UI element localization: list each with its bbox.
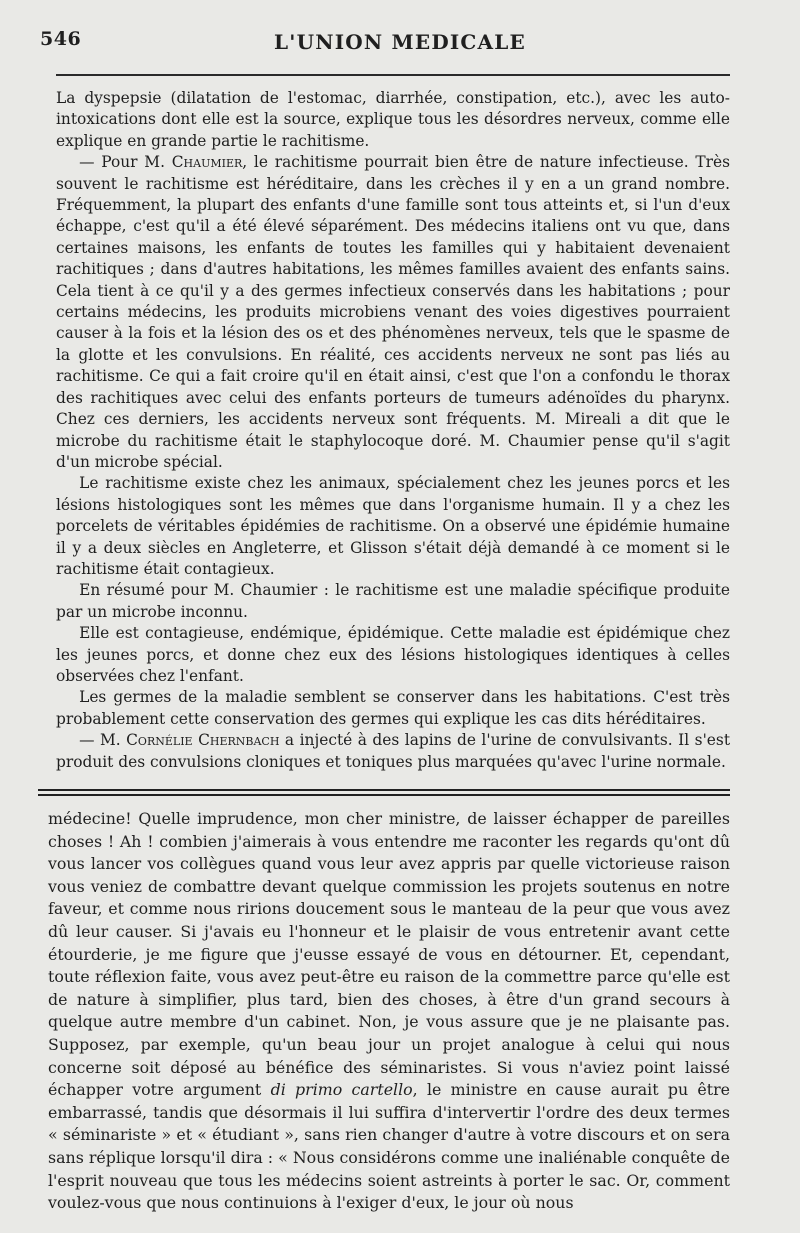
header-rule — [56, 74, 730, 76]
paragraph-animaux: Le rachitisme existe chez les animaux, spécialement chez les jeunes porcs et les lésions histologiques sont les mêmes que dans l'organisme humain. Il y a chez les porcelets de véritables épidémies de rachitisme. On a observé une épidémie humaine il y a deux siècles en Angleterre, et Glisson s'était déjà demandé à ce moment si le rachitisme était contagieux. — [56, 474, 730, 578]
paragraph-chaumier-text: , le rachitisme pourrait bien être de nature infectieuse. Très souvent le rachitisme est héréditaire, dans les crèches il y en a un grand nombre. Fréquemment, la plupart des enfants d'une famille sont tous atteints et, si l'un d'eux échappe, c'est qu'il a été élevé séparément. Des médecins italiens ont vu que, dans certaines maisons, les enfants de toutes les familles qui y habitaient devenaient rachitiques ; dans d'autres habitations, les mêmes familles avaient des enfants sains. Cela tient à ce qu'il y a des germes infectieux conservés dans les habitations ; pour certains médecins, les produits microbiens venant des voies digestives pourraient causer à la fois et la lésion des os et des phénomènes nerveux, tels que le spasme de la glotte et les convulsions. En réalité, ces accidents nerveux ne sont pas liés au rachitisme. Ce qui a fait croire qu'il en était ainsi, c'est que l'on a confondu le thorax des rachitiques avec celui des enfants porteurs de tumeurs adénoïdes du pharynx. Chez ces derniers, les accidents nerveux sont fréquents. M. Mireali a dit que le microbe du rachitisme était le staphylocoque doré. M. Chaumier pense qu'il s'agit d'un microbe spécial. — [56, 153, 730, 471]
paragraph-resume: En résumé pour M. Chaumier : le rachitisme est une maladie spécifique produite par un microbe inconnu. — [56, 581, 730, 621]
paragraph-chernbach-text: a injecté à des lapins de l'urine de convulsivants. Il s'est produit des convulsions cloniques et toniques plus marquées qu'avec l'urine normale. — [56, 731, 730, 771]
paragraph-germes: Les germes de la maladie semblent se conserver dans les habitations. C'est très probablement cette conservation des germes qui explique les cas dits héréditaires. — [56, 688, 730, 728]
paragraph-chaumier-prefix: — Pour M. — [79, 153, 172, 172]
main-article — [38, 88, 730, 773]
paragraph-contagieuse: Elle est contagieuse, endémique, épidémique. Cette maladie est épidémique chez les jeunes porcs, et donne chez eux des lésions histologiques identiques à celles observées chez l'enfant. — [56, 624, 730, 685]
paragraph-chernbach-prefix: — M. — [79, 731, 127, 750]
page-number: 546 — [40, 28, 82, 50]
paragraph-chernbach — [56, 730, 730, 773]
divider-line-top — [38, 789, 730, 791]
latin-phrase: di primo cartello — [270, 1080, 413, 1100]
feuilleton-text-part-b: , le ministre en cause aurait pu être embarrassé, tandis que désormais il lui suffira d'intervertir l'ordre des deux termes « séminariste » et « étudiant », sans rien changer d'autre à votre discours et on sera sans réplique lorsqu'il dira : « Nous considérons comme une inaliénable conquête de l'esprit nouveau que tous les médecins soient astreints à porter le sac. Or, comment voulez-vous que nous continuions à l'exiger d'eux, le jour où nous — [48, 1080, 731, 1213]
journal-title: L'UNION MEDICALE — [274, 30, 526, 54]
section-divider — [38, 789, 730, 796]
paragraph-dyspepsie: La dyspepsie (dilatation de l'estomac, diarrhée, constipation, etc.), avec les auto-intoxications dont elle est la source, explique tous les désordres nerveux, comme elle explique en grande partie le rachitisme. — [56, 89, 730, 150]
feuilleton-paragraph — [48, 808, 730, 1215]
feuilleton-text — [38, 808, 730, 1215]
divider-line-bottom — [38, 794, 730, 796]
author-name-chaumier: Chaumier — [171, 153, 243, 172]
paragraph-chaumier — [56, 152, 730, 473]
author-name-chernbach: Cornélie Chernbach — [126, 731, 280, 750]
feuilleton-text-part-a: médecine! Quelle imprudence, mon cher ministre, de laisser échapper de pareilles choses ! Ah ! combien j'aimerais à vous entendre me raconter les regards qu'ont dû vous lancer vos collègues quand vous leur avez appris par quelle victorieuse raison vous veniez de combattre devant quelque commission les projets soutenus en notre faveur, et comme nous ririons doucement sous le manteau de la peur que vous avez dû leur causer. Si j'avais eu l'honneur et le plaisir de vous entretenir avant cette étourderie, je me figure que j'eusse essayé de vous en détourner. Et, cependant, toute réflexion faite, vous avez peut-être eu raison de la commettre parce qu'elle est de nature à simplifier, plus tard, bien des choses, à être d'un grand secours à quelque autre membre d'un cabinet. Non, je vous assure que je ne plaisante pas. Supposez, par exemple, qu'un beau jour un projet analogue à celui qui nous concerne soit déposé au bénéfice des séminaristes. Si vous n'aviez point laissé échapper votre argument — [48, 809, 730, 1100]
